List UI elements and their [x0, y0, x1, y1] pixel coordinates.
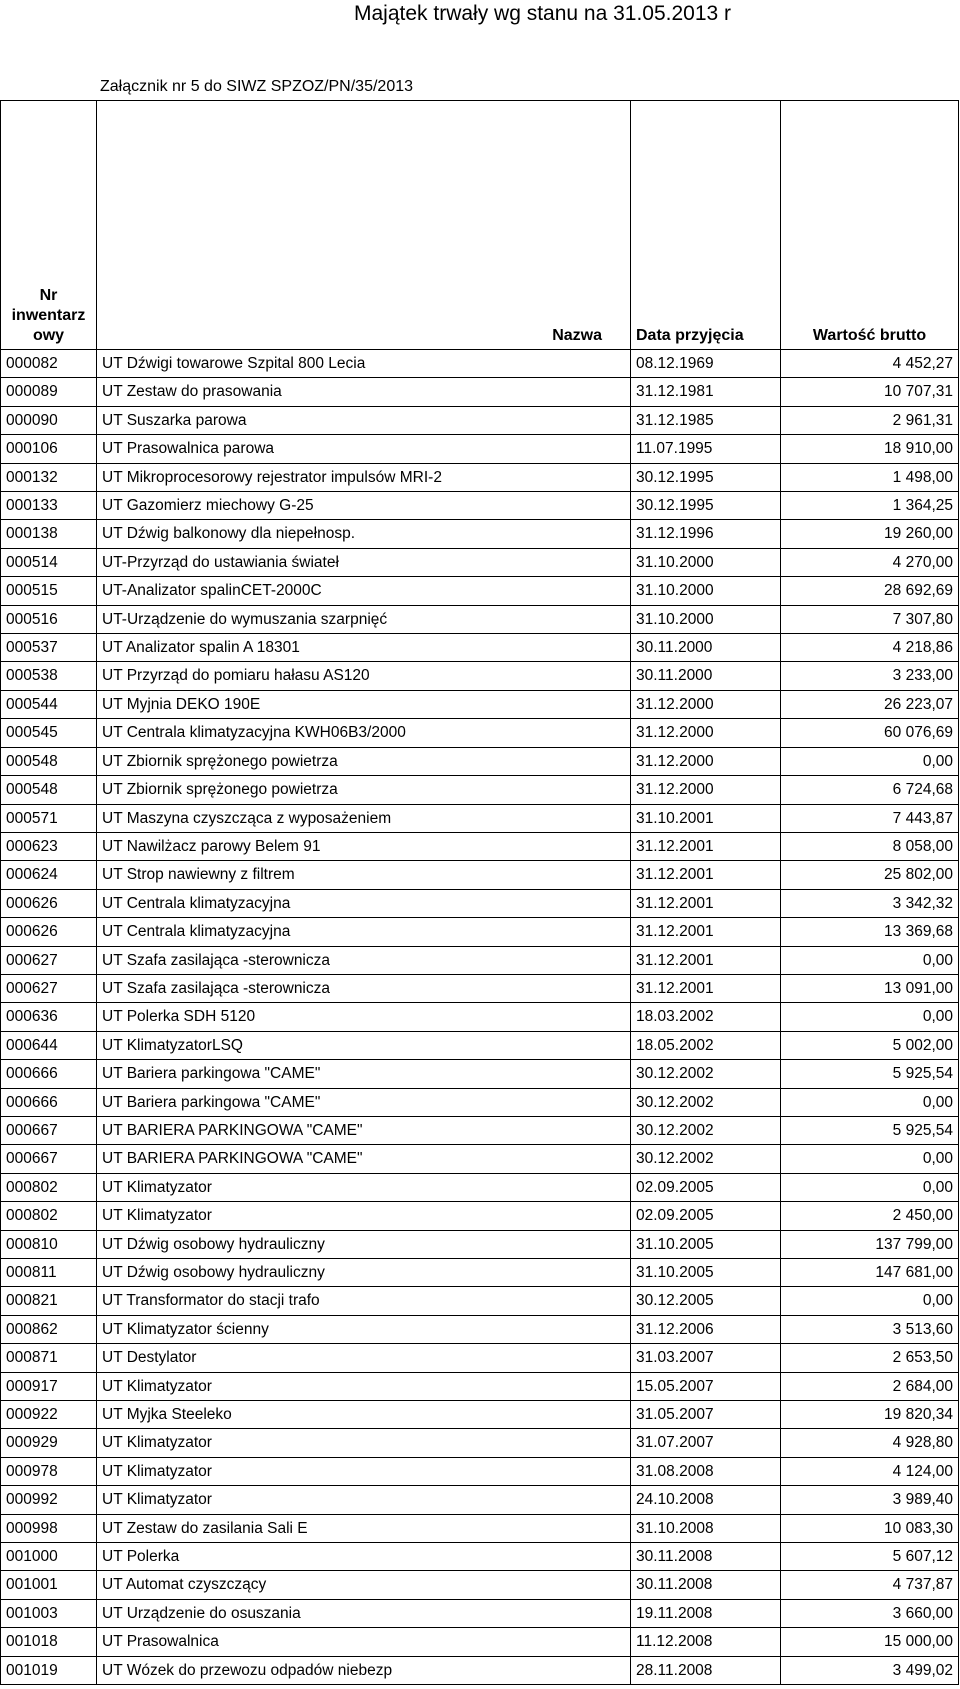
cell-gross-value: 6 724,68 — [781, 776, 959, 804]
cell-name: UT Prasowalnica — [97, 1628, 631, 1656]
cell-inventory-number: 000106 — [1, 435, 97, 463]
cell-gross-value: 3 342,32 — [781, 889, 959, 917]
table-row — [1, 1656, 959, 1684]
cell-acceptance-date: 31.12.2001 — [631, 861, 781, 889]
document-title-bar — [0, 0, 960, 30]
table-row — [1, 946, 959, 974]
cell-name: UT Dźwig balkonowy dla niepełnosp. — [97, 520, 631, 548]
cell-inventory-number: 000978 — [1, 1457, 97, 1485]
cell-acceptance-date: 31.12.2000 — [631, 719, 781, 747]
cell-inventory-number: 001003 — [1, 1599, 97, 1627]
cell-acceptance-date: 11.07.1995 — [631, 435, 781, 463]
cell-name: UT KlimatyzatorLSQ — [97, 1031, 631, 1059]
cell-name: UT Prasowalnica parowa — [97, 435, 631, 463]
cell-acceptance-date: 30.12.2002 — [631, 1060, 781, 1088]
cell-acceptance-date: 19.11.2008 — [631, 1599, 781, 1627]
table-row — [1, 1486, 959, 1514]
cell-name: UT Centrala klimatyzacyjna — [97, 918, 631, 946]
cell-inventory-number: 000810 — [1, 1230, 97, 1258]
cell-inventory-number: 000515 — [1, 577, 97, 605]
cell-name: UT Polerka SDH 5120 — [97, 1003, 631, 1031]
table-row — [1, 350, 959, 378]
table-row — [1, 889, 959, 917]
table-row — [1, 776, 959, 804]
cell-inventory-number: 000626 — [1, 918, 97, 946]
cell-gross-value: 4 218,86 — [781, 634, 959, 662]
cell-gross-value: 28 692,69 — [781, 577, 959, 605]
cell-inventory-number: 000862 — [1, 1315, 97, 1343]
cell-acceptance-date: 31.10.2005 — [631, 1230, 781, 1258]
cell-name: UT-Analizator spalinCET-2000C — [97, 577, 631, 605]
cell-inventory-number: 000516 — [1, 605, 97, 633]
cell-acceptance-date: 31.12.2000 — [631, 776, 781, 804]
table-row — [1, 1457, 959, 1485]
cell-name: UT Zestaw do zasilania Sali E — [97, 1514, 631, 1542]
cell-inventory-number: 000636 — [1, 1003, 97, 1031]
cell-gross-value: 1 498,00 — [781, 463, 959, 491]
cell-name: UT Gazomierz miechowy G-25 — [97, 492, 631, 520]
cell-inventory-number: 000624 — [1, 861, 97, 889]
cell-name: UT Klimatyzator — [97, 1429, 631, 1457]
cell-gross-value: 3 499,02 — [781, 1656, 959, 1684]
cell-name: UT Maszyna czyszcząca z wyposażeniem — [97, 804, 631, 832]
cell-name: UT Klimatyzator — [97, 1372, 631, 1400]
cell-gross-value: 3 513,60 — [781, 1315, 959, 1343]
document-title: Majątek trwały wg stanu na 31.05.2013 r — [354, 2, 732, 25]
cell-acceptance-date: 31.03.2007 — [631, 1344, 781, 1372]
table-row — [1, 1116, 959, 1144]
cell-acceptance-date: 30.12.2002 — [631, 1116, 781, 1144]
table-row — [1, 1344, 959, 1372]
header-name: Nazwa — [97, 101, 631, 350]
cell-name: UT Zbiornik sprężonego powietrza — [97, 776, 631, 804]
cell-gross-value: 0,00 — [781, 1173, 959, 1201]
cell-gross-value: 5 925,54 — [781, 1116, 959, 1144]
cell-name: UT Analizator spalin A 18301 — [97, 634, 631, 662]
cell-gross-value: 5 607,12 — [781, 1543, 959, 1571]
cell-name: UT Bariera parkingowa "CAME" — [97, 1060, 631, 1088]
cell-inventory-number: 001001 — [1, 1571, 97, 1599]
cell-gross-value: 1 364,25 — [781, 492, 959, 520]
cell-name: UT Centrala klimatyzacyjna KWH06B3/2000 — [97, 719, 631, 747]
cell-acceptance-date: 30.12.2002 — [631, 1088, 781, 1116]
cell-name: UT Zestaw do prasowania — [97, 378, 631, 406]
table-row — [1, 747, 959, 775]
cell-acceptance-date: 31.12.2001 — [631, 974, 781, 1002]
cell-gross-value: 19 260,00 — [781, 520, 959, 548]
cell-acceptance-date: 31.10.2000 — [631, 577, 781, 605]
cell-acceptance-date: 15.05.2007 — [631, 1372, 781, 1400]
cell-acceptance-date: 31.10.2001 — [631, 804, 781, 832]
cell-gross-value: 10 083,30 — [781, 1514, 959, 1542]
cell-inventory-number: 000132 — [1, 463, 97, 491]
header-acceptance-date: Data przyjęcia — [631, 101, 781, 350]
cell-inventory-number: 000811 — [1, 1259, 97, 1287]
table-row — [1, 804, 959, 832]
cell-acceptance-date: 30.12.2005 — [631, 1287, 781, 1315]
cell-inventory-number: 000089 — [1, 378, 97, 406]
cell-inventory-number: 000667 — [1, 1116, 97, 1144]
cell-gross-value: 13 369,68 — [781, 918, 959, 946]
cell-inventory-number: 000917 — [1, 1372, 97, 1400]
cell-acceptance-date: 11.12.2008 — [631, 1628, 781, 1656]
cell-gross-value: 3 989,40 — [781, 1486, 959, 1514]
cell-acceptance-date: 18.05.2002 — [631, 1031, 781, 1059]
cell-inventory-number: 000538 — [1, 662, 97, 690]
table-row — [1, 548, 959, 576]
cell-name: UT Transformator do stacji trafo — [97, 1287, 631, 1315]
cell-gross-value: 4 928,80 — [781, 1429, 959, 1457]
cell-name: UT Polerka — [97, 1543, 631, 1571]
table-row — [1, 861, 959, 889]
cell-acceptance-date: 08.12.1969 — [631, 350, 781, 378]
cell-gross-value: 25 802,00 — [781, 861, 959, 889]
table-row — [1, 492, 959, 520]
cell-acceptance-date: 31.12.2000 — [631, 747, 781, 775]
cell-acceptance-date: 18.03.2002 — [631, 1003, 781, 1031]
table-row — [1, 435, 959, 463]
cell-acceptance-date: 31.12.2001 — [631, 889, 781, 917]
cell-acceptance-date: 30.12.1995 — [631, 492, 781, 520]
cell-acceptance-date: 28.11.2008 — [631, 1656, 781, 1684]
cell-name: UT Mikroprocesorowy rejestrator impulsów MRI-2 — [97, 463, 631, 491]
cell-inventory-number: 000548 — [1, 776, 97, 804]
cell-gross-value: 10 707,31 — [781, 378, 959, 406]
cell-acceptance-date: 30.11.2008 — [631, 1543, 781, 1571]
cell-name: UT Suszarka parowa — [97, 406, 631, 434]
header-inventory-number: Nr inwentarz owy — [1, 101, 97, 350]
cell-inventory-number: 000992 — [1, 1486, 97, 1514]
cell-name: UT Strop nawiewny z filtrem — [97, 861, 631, 889]
table-row — [1, 1060, 959, 1088]
table-row — [1, 378, 959, 406]
table-row — [1, 1031, 959, 1059]
table-row — [1, 634, 959, 662]
cell-name: UT Klimatyzator — [97, 1202, 631, 1230]
cell-acceptance-date: 30.11.2008 — [631, 1571, 781, 1599]
table-row — [1, 1628, 959, 1656]
cell-gross-value: 4 452,27 — [781, 350, 959, 378]
cell-gross-value: 4 124,00 — [781, 1457, 959, 1485]
table-row — [1, 918, 959, 946]
cell-inventory-number: 000623 — [1, 832, 97, 860]
table-row — [1, 577, 959, 605]
table-row — [1, 1259, 959, 1287]
cell-gross-value: 7 307,80 — [781, 605, 959, 633]
cell-inventory-number: 000545 — [1, 719, 97, 747]
cell-inventory-number: 000627 — [1, 974, 97, 1002]
cell-inventory-number: 000626 — [1, 889, 97, 917]
table-row — [1, 605, 959, 633]
cell-inventory-number: 000548 — [1, 747, 97, 775]
table-row — [1, 463, 959, 491]
table-row — [1, 974, 959, 1002]
cell-acceptance-date: 31.12.2006 — [631, 1315, 781, 1343]
cell-name: UT Szafa zasilająca -sterownicza — [97, 946, 631, 974]
table-row — [1, 520, 959, 548]
cell-gross-value: 137 799,00 — [781, 1230, 959, 1258]
table-row — [1, 719, 959, 747]
cell-acceptance-date: 31.12.1996 — [631, 520, 781, 548]
document-subtitle: Załącznik nr 5 do SIWZ SPZOZ/PN/35/2013 — [100, 78, 414, 95]
cell-gross-value: 8 058,00 — [781, 832, 959, 860]
table-row — [1, 1003, 959, 1031]
cell-inventory-number: 001018 — [1, 1628, 97, 1656]
table-row — [1, 1287, 959, 1315]
cell-inventory-number: 000537 — [1, 634, 97, 662]
header-row — [1, 101, 959, 350]
cell-acceptance-date: 31.12.1981 — [631, 378, 781, 406]
cell-gross-value: 3 233,00 — [781, 662, 959, 690]
cell-gross-value: 3 660,00 — [781, 1599, 959, 1627]
cell-inventory-number: 000571 — [1, 804, 97, 832]
cell-name: UT Klimatyzator — [97, 1457, 631, 1485]
table-row — [1, 1173, 959, 1201]
cell-acceptance-date: 31.12.1985 — [631, 406, 781, 434]
cell-inventory-number: 000644 — [1, 1031, 97, 1059]
cell-gross-value: 5 925,54 — [781, 1060, 959, 1088]
cell-acceptance-date: 02.09.2005 — [631, 1202, 781, 1230]
cell-name: UT Centrala klimatyzacyjna — [97, 889, 631, 917]
cell-gross-value: 0,00 — [781, 747, 959, 775]
cell-gross-value: 5 002,00 — [781, 1031, 959, 1059]
cell-gross-value: 0,00 — [781, 1088, 959, 1116]
cell-name: UT Dźwig osobowy hydrauliczny — [97, 1259, 631, 1287]
cell-acceptance-date: 31.10.2008 — [631, 1514, 781, 1542]
cell-inventory-number: 000090 — [1, 406, 97, 434]
cell-inventory-number: 000802 — [1, 1173, 97, 1201]
cell-name: UT Dźwig osobowy hydrauliczny — [97, 1230, 631, 1258]
cell-gross-value: 18 910,00 — [781, 435, 959, 463]
table-row — [1, 1372, 959, 1400]
cell-acceptance-date: 02.09.2005 — [631, 1173, 781, 1201]
cell-acceptance-date: 31.07.2007 — [631, 1429, 781, 1457]
cell-inventory-number: 000666 — [1, 1088, 97, 1116]
table-row — [1, 1543, 959, 1571]
cell-name: UT-Urządzenie do wymuszania szarpnięć — [97, 605, 631, 633]
cell-name: UT BARIERA PARKINGOWA "CAME" — [97, 1145, 631, 1173]
cell-acceptance-date: 30.12.2002 — [631, 1145, 781, 1173]
cell-acceptance-date: 31.10.2000 — [631, 548, 781, 576]
table-row — [1, 1599, 959, 1627]
cell-name: UT Wózek do przewozu odpadów niebezp — [97, 1656, 631, 1684]
cell-acceptance-date: 31.12.2001 — [631, 918, 781, 946]
cell-gross-value: 2 961,31 — [781, 406, 959, 434]
cell-inventory-number: 000133 — [1, 492, 97, 520]
cell-name: UT Przyrząd do pomiaru hałasu AS120 — [97, 662, 631, 690]
cell-inventory-number: 000821 — [1, 1287, 97, 1315]
table-row — [1, 1145, 959, 1173]
table-row — [1, 1571, 959, 1599]
header-gross-value: Wartość brutto — [781, 101, 959, 350]
cell-inventory-number: 000998 — [1, 1514, 97, 1542]
cell-name: UT Klimatyzator — [97, 1486, 631, 1514]
cell-gross-value: 19 820,34 — [781, 1401, 959, 1429]
cell-gross-value: 2 653,50 — [781, 1344, 959, 1372]
cell-acceptance-date: 31.10.2005 — [631, 1259, 781, 1287]
cell-name: UT Urządzenie do osuszania — [97, 1599, 631, 1627]
table-row — [1, 1401, 959, 1429]
cell-gross-value: 0,00 — [781, 1287, 959, 1315]
cell-gross-value: 4 737,87 — [781, 1571, 959, 1599]
cell-acceptance-date: 31.12.2000 — [631, 690, 781, 718]
table-row — [1, 1514, 959, 1542]
cell-gross-value: 13 091,00 — [781, 974, 959, 1002]
cell-gross-value: 7 443,87 — [781, 804, 959, 832]
cell-acceptance-date: 31.12.2001 — [631, 832, 781, 860]
cell-name: UT Bariera parkingowa "CAME" — [97, 1088, 631, 1116]
cell-acceptance-date: 24.10.2008 — [631, 1486, 781, 1514]
cell-name: UT Nawilżacz parowy Belem 91 — [97, 832, 631, 860]
table-row — [1, 1429, 959, 1457]
table-body — [1, 350, 959, 1685]
cell-inventory-number: 000082 — [1, 350, 97, 378]
cell-inventory-number: 000627 — [1, 946, 97, 974]
cell-name: UT Dźwigi towarowe Szpital 800 Lecia — [97, 350, 631, 378]
cell-name: UT Klimatyzator — [97, 1173, 631, 1201]
cell-name: UT Destylator — [97, 1344, 631, 1372]
cell-gross-value: 15 000,00 — [781, 1628, 959, 1656]
cell-inventory-number: 000929 — [1, 1429, 97, 1457]
cell-gross-value: 0,00 — [781, 1145, 959, 1173]
table-row — [1, 662, 959, 690]
cell-inventory-number: 001000 — [1, 1543, 97, 1571]
cell-inventory-number: 000802 — [1, 1202, 97, 1230]
cell-gross-value: 4 270,00 — [781, 548, 959, 576]
cell-inventory-number: 000138 — [1, 520, 97, 548]
table-row — [1, 406, 959, 434]
cell-acceptance-date: 30.11.2000 — [631, 662, 781, 690]
table-row — [1, 1088, 959, 1116]
cell-name: UT Klimatyzator ścienny — [97, 1315, 631, 1343]
cell-inventory-number: 000922 — [1, 1401, 97, 1429]
cell-acceptance-date: 31.10.2000 — [631, 605, 781, 633]
cell-gross-value: 0,00 — [781, 1003, 959, 1031]
cell-acceptance-date: 31.08.2008 — [631, 1457, 781, 1485]
cell-name: UT BARIERA PARKINGOWA "CAME" — [97, 1116, 631, 1144]
asset-table — [0, 100, 959, 1685]
cell-name: UT Myjnia DEKO 190E — [97, 690, 631, 718]
cell-acceptance-date: 31.12.2001 — [631, 946, 781, 974]
cell-inventory-number: 000666 — [1, 1060, 97, 1088]
table-row — [1, 1202, 959, 1230]
table-row — [1, 1315, 959, 1343]
cell-name: UT-Przyrząd do ustawiania świateł — [97, 548, 631, 576]
cell-inventory-number: 001019 — [1, 1656, 97, 1684]
cell-acceptance-date: 30.11.2000 — [631, 634, 781, 662]
table-row — [1, 1230, 959, 1258]
cell-inventory-number: 000514 — [1, 548, 97, 576]
cell-inventory-number: 000667 — [1, 1145, 97, 1173]
cell-name: UT Automat czyszczący — [97, 1571, 631, 1599]
table-row — [1, 832, 959, 860]
cell-inventory-number: 000871 — [1, 1344, 97, 1372]
cell-gross-value: 2 684,00 — [781, 1372, 959, 1400]
cell-inventory-number: 000544 — [1, 690, 97, 718]
cell-gross-value: 26 223,07 — [781, 690, 959, 718]
table-row — [1, 690, 959, 718]
cell-name: UT Zbiornik sprężonego powietrza — [97, 747, 631, 775]
cell-name: UT Szafa zasilająca -sterownicza — [97, 974, 631, 1002]
cell-gross-value: 0,00 — [781, 946, 959, 974]
cell-name: UT Myjka Steeleko — [97, 1401, 631, 1429]
cell-gross-value: 147 681,00 — [781, 1259, 959, 1287]
cell-gross-value: 2 450,00 — [781, 1202, 959, 1230]
table-header — [1, 101, 959, 350]
cell-gross-value: 60 076,69 — [781, 719, 959, 747]
cell-acceptance-date: 30.12.1995 — [631, 463, 781, 491]
cell-acceptance-date: 31.05.2007 — [631, 1401, 781, 1429]
